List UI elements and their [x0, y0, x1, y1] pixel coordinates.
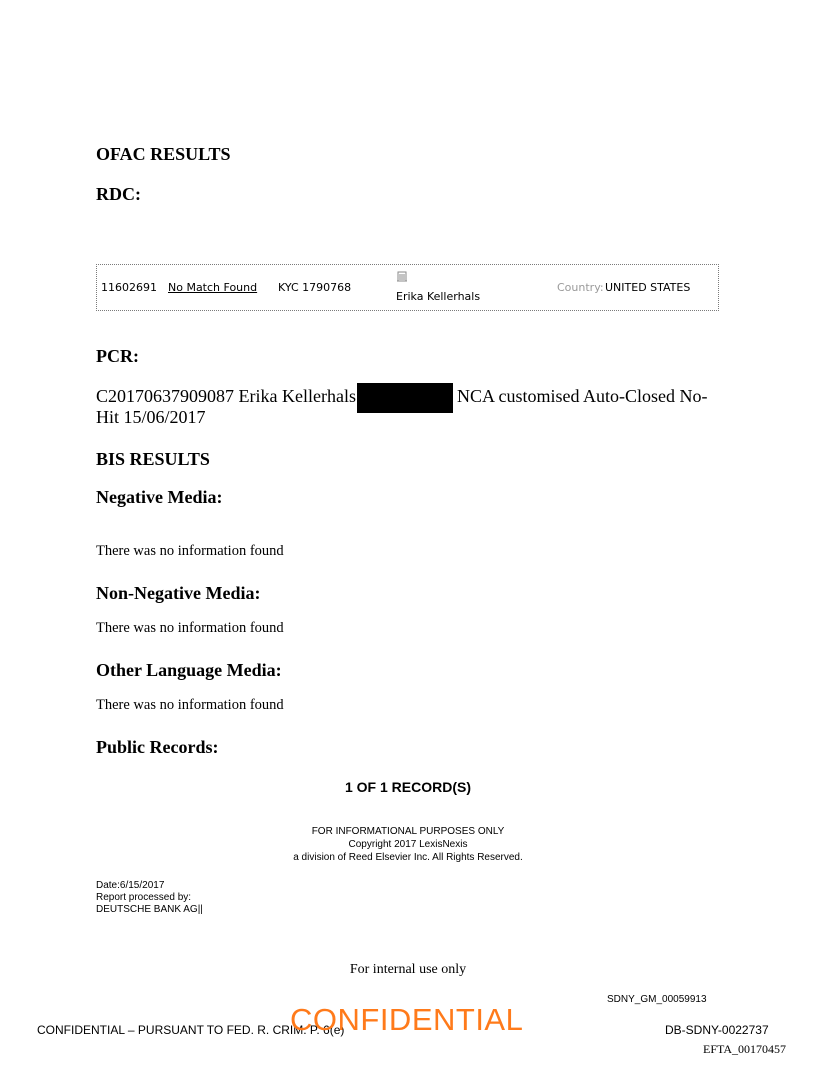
pcr-text-part1: C20170637909087 Erika Kellerhals — [96, 386, 356, 406]
match-status-link[interactable]: No Match Found — [168, 281, 258, 294]
bates-db-sdny: DB-SDNY-0022737 — [665, 1023, 769, 1037]
bates-sdny-gm: SDNY_GM_00059913 — [607, 994, 707, 1005]
internal-use-note: For internal use only — [349, 962, 467, 977]
bates-efta: EFTA_00170457 — [703, 1042, 787, 1056]
bis-results-heading: BIS RESULTS — [96, 449, 210, 469]
record-count: 1 OF 1 RECORD(S) — [344, 779, 471, 795]
pcr-heading: PCR: — [96, 346, 139, 366]
entity-name: Erika Kellerhals — [396, 290, 481, 303]
building-icon — [396, 270, 408, 285]
rdc-id: 11602691 — [101, 281, 157, 294]
country-label: Country: — [557, 281, 604, 294]
rdc-heading: RDC: — [96, 184, 141, 204]
confidential-legend: CONFIDENTIAL – PURSUANT TO FED. R. CRIM. P. 6(e) — [37, 1023, 345, 1037]
confidential-stamp: CONFIDENTIAL — [290, 1002, 524, 1037]
ofac-results-heading: OFAC RESULTS — [96, 144, 231, 164]
negative-media-heading: Negative Media: — [96, 487, 223, 507]
records-disclaimer-line2: Copyright 2017 LexisNexis — [348, 839, 468, 850]
negative-media-text: There was no information found — [96, 543, 284, 559]
non-negative-media-heading: Non-Negative Media: — [96, 583, 261, 603]
non-negative-media-text: There was no information found — [96, 620, 284, 636]
other-language-media-text: There was no information found — [96, 697, 284, 713]
country-value: UNITED STATES — [605, 281, 691, 294]
records-disclaimer-line1: FOR INFORMATIONAL PURPOSES ONLY — [311, 826, 505, 837]
report-processor: DEUTSCHE BANK AG|| — [96, 904, 203, 915]
records-disclaimer-line3: a division of Reed Elsevier Inc. All Rights Reserved. — [293, 852, 523, 863]
pcr-text-line2: Hit 15/06/2017 — [96, 407, 206, 427]
public-records-heading: Public Records: — [96, 737, 219, 757]
report-date: Date:6/15/2017 — [96, 880, 165, 891]
report-processed-label: Report processed by: — [96, 892, 192, 903]
other-language-media-heading: Other Language Media: — [96, 660, 282, 680]
rdc-result-row — [96, 264, 719, 311]
kyc-number: KYC 1790768 — [278, 281, 352, 294]
pcr-text-part2: NCA customised Auto-Closed No- — [457, 386, 708, 406]
redaction-box — [357, 383, 453, 413]
